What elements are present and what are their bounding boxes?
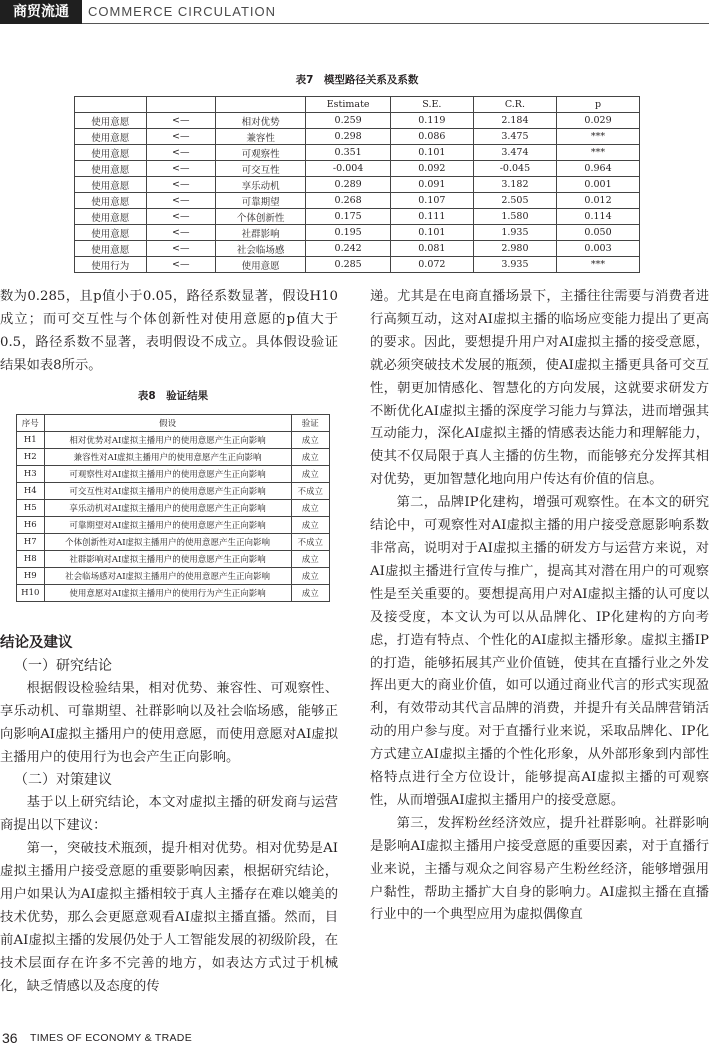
table-cell: 成立 [291,449,329,466]
table-cell: 0.285 [306,257,391,273]
table-cell: 个体创新性对AI虚拟主播用户的使用意愿产生正向影响 [44,534,291,551]
table-row [17,483,330,500]
table-cell: 可交互性 [215,161,305,177]
table-header-cell: 序号 [17,415,45,432]
table-cell: 享乐动机 [215,177,305,193]
table-cell: 0.072 [390,257,473,273]
subsection-heading: （二）对策建议 [14,772,112,789]
table-cell: 使用意愿 [75,193,147,209]
paragraph: 根据假设检验结果，相对优势、兼容性、可观察性、享乐动机、可靠期望、社群影响以及社会临场感，能够正向影响AI虚拟主播用户的使用意愿，而使用意愿对AI虚拟主播用户的使用行为也会产生正向影响。 [0,680,338,765]
table-cell: 成立 [291,568,329,585]
table-row [75,193,640,209]
table-cell: H3 [17,466,45,483]
table8 [16,414,330,602]
table-header-cell: C.R. [473,97,556,113]
table-row [75,257,640,273]
table-cell: <— [146,177,215,193]
paragraph: 第二，品牌IP化建构，增强可观察性。在本文的研究结论中，可观察性对AI虚拟主播的用户接受意愿影响系数非常高，说明对于AI虚拟主播的研发方与运营方来说，对AI虚拟主播进行宣传与推广，提高其对潜在用户的可观察性是至关重要的。要想提高用户对AI虚拟主播的认可度以及接受度，本文认为可以从品牌化、IP化建构的方向考虑，打造有特点、个性化的AI虚拟主播形象。虚拟主播IP的打造，能够拓展其产业价值链，使其在直播行业之外发挥出更大的商业价值，如可以通过商业代言的形式实现盈利，有效带动其代言品牌的消费，并提升有关品牌营销活动的用户参与度。对于直播行业来说，采取品牌化、IP化方式建立AI虚拟主播的个性化形象，从外部形象到内部性格特点进行全方位设计，能够提高AI虚拟主播的可观察性，从而增强AI虚拟主播用户的接受意愿。 [370,495,709,808]
table-row [75,145,640,161]
table-cell: 0.268 [306,193,391,209]
paragraph: 数为0.285，且p值小于0.05，路径系数显著，假设H10成立；而可交互性与个体创新性对使用意愿的p值大于0.5，路径系数不显著，表明假设不成立。具体假设验证结果如表8所示。 [0,289,338,373]
table-cell: <— [146,241,215,257]
table-header-cell [215,97,305,113]
table-cell: 可靠期望对AI虚拟主播用户的使用意愿产生正向影响 [44,517,291,534]
table-header-cell [75,97,147,113]
subsection-heading: （一）研究结论 [14,657,112,674]
table-cell: 0.351 [306,145,391,161]
page-footer [0,1030,709,1048]
table-header-row [17,415,330,432]
table-cell: *** [557,129,640,145]
table-cell: 0.175 [306,209,391,225]
table-cell: 可观察性 [215,145,305,161]
table-header-cell: 验证 [291,415,329,432]
table-cell: 1.935 [473,225,556,241]
table-cell: *** [557,145,640,161]
section-heading: 结论及建议 [0,635,73,651]
table-cell: <— [146,225,215,241]
table-cell: 不成立 [291,483,329,500]
table-cell: 0.298 [306,129,391,145]
table-cell: 兼容性 [215,129,305,145]
table-row [75,177,640,193]
table-cell: 成立 [291,432,329,449]
table-cell: 1.580 [473,209,556,225]
table-cell: 相对优势 [215,113,305,129]
table-cell: H7 [17,534,45,551]
table-cell: 社群影响 [215,225,305,241]
table-cell: 0.119 [390,113,473,129]
table-cell: 使用意愿 [75,225,147,241]
table-cell: 0.101 [390,225,473,241]
table-cell: 3.475 [473,129,556,145]
left-top-text [0,286,338,378]
table-cell: 3.182 [473,177,556,193]
table-cell: <— [146,113,215,129]
table-cell: 0.092 [390,161,473,177]
table-cell: H8 [17,551,45,568]
table-cell: H4 [17,483,45,500]
paragraph: 第三，发挥粉丝经济效应，提升社群影响。社群影响是影响AI虚拟主播用户接受意愿的重要因素，对于直播行业来说，主播与观众之间容易产生粉丝经济，能够增强用户黏性，帮助主播扩大自身的影响力。AI虚拟主播在直播行业中的一个典型应用为虚拟偶像直 [370,815,709,923]
table-cell: 不成立 [291,534,329,551]
table-cell: 使用意愿 [75,161,147,177]
table-cell: 社会临场感 [215,241,305,257]
table-cell: 成立 [291,585,329,602]
table-cell: 相对优势对AI虚拟主播用户的使用意愿产生正向影响 [44,432,291,449]
header-rule [82,23,709,24]
table-row [17,568,330,585]
paragraph: 基于以上研究结论，本文对虚拟主播的研发商与运营商提出以下建议： [0,795,338,834]
table7-caption: 表7 模型路径关系及系数 [295,74,419,86]
table-cell: <— [146,193,215,209]
table-row [17,500,330,517]
table-cell: 社群影响对AI虚拟主播用户的使用意愿产生正向影响 [44,551,291,568]
table-cell: 成立 [291,517,329,534]
table-cell: <— [146,129,215,145]
table-cell: 使用意愿 [75,209,147,225]
table-row [17,534,330,551]
table-cell: H5 [17,500,45,517]
page-header [0,0,709,24]
table-row [17,517,330,534]
table-cell: 0.259 [306,113,391,129]
table-cell: 可交互性对AI虚拟主播用户的使用意愿产生正向影响 [44,483,291,500]
table-cell: 0.091 [390,177,473,193]
table-cell: H6 [17,517,45,534]
table-row [75,161,640,177]
table-cell: 0.081 [390,241,473,257]
table8-caption: 表8 验证结果 [137,390,209,402]
table-cell: 使用意愿对AI虚拟主播用户的使用行为产生正向影响 [44,585,291,602]
table-cell: 2.980 [473,241,556,257]
table-cell: -0.045 [473,161,556,177]
table-row [17,432,330,449]
journal-name: TIMES OF ECONOMY & TRADE [30,1032,192,1044]
table-row [17,585,330,602]
table-cell: <— [146,161,215,177]
table-cell: 享乐动机对AI虚拟主播用户的使用意愿产生正向影响 [44,500,291,517]
page-number: 36 [2,1030,18,1046]
table-row [75,241,640,257]
table-cell: 0.001 [557,177,640,193]
table-cell: 0.195 [306,225,391,241]
table-cell: 0.086 [390,129,473,145]
table-cell: H9 [17,568,45,585]
table-row [75,209,640,225]
table-cell: H1 [17,432,45,449]
table-cell: 个体创新性 [215,209,305,225]
table-cell: 2.184 [473,113,556,129]
table-cell: 可观察性对AI虚拟主播用户的使用意愿产生正向影响 [44,466,291,483]
table-cell: 使用意愿 [75,177,147,193]
table-cell: 0.289 [306,177,391,193]
paragraph: 递。尤其是在电商直播场景下，主播往往需要与消费者进行高频互动，这对AI虚拟主播的临场应变能力提出了更高的要求。因此，要想提升用户对AI虚拟主播的接受意愿，就必须突破技术发展的瓶颈，使AI虚拟主播更具备可交互性，朝更加情感化、智慧化的方向发展，这就要求研发方不断优化AI虚拟主播的深度学习能力与算法，进而增强其互动能力，深化AI虚拟主播的情感表达能力和理解能力，使其不仅局限于真人主播的仿生物，而能够充分发挥其相对优势，更加智慧化地向用户传达有价值的信息。 [370,289,709,488]
table-row [75,129,640,145]
table-cell: 兼容性对AI虚拟主播用户的使用意愿产生正向影响 [44,449,291,466]
table-row [75,113,640,129]
table-cell: 0.114 [557,209,640,225]
table-row [17,551,330,568]
table-cell: 0.101 [390,145,473,161]
table-header-cell: 假设 [44,415,291,432]
table-cell: 使用意愿 [215,257,305,273]
table-cell: 可靠期望 [215,193,305,209]
table-cell: 2.505 [473,193,556,209]
table-header-cell: S.E. [390,97,473,113]
table-header-cell: Estimate [306,97,391,113]
table-cell: <— [146,257,215,273]
table7 [74,96,640,273]
table-cell: 3.474 [473,145,556,161]
header-section-en: COMMERCE CIRCULATION [88,4,277,19]
table-cell: 0.107 [390,193,473,209]
paragraph: 第一，突破技术瓶颈，提升相对优势。相对优势是AI虚拟主播用户接受意愿的重要影响因素，根据研究结论，用户如果认为AI虚拟主播相较于真人主播存在难以媲美的技术优势，那么会更愿意观看AI虚拟主播直播。然而，目前AI虚拟主播的发展仍处于人工智能发展的初级阶段，在技术层面存在许多不完善的地方，如表达方式过于机械化，缺乏情感以及态度的传 [0,841,338,994]
table-cell: 0.242 [306,241,391,257]
table-cell: *** [557,257,640,273]
table-cell: 0.012 [557,193,640,209]
table-cell: <— [146,145,215,161]
table-cell: <— [146,209,215,225]
table-header-row [75,97,640,113]
table-cell: 使用意愿 [75,113,147,129]
table-cell: 0.111 [390,209,473,225]
table-row [75,225,640,241]
table-cell: 0.029 [557,113,640,129]
table-cell: 社会临场感对AI虚拟主播用户的使用意愿产生正向影响 [44,568,291,585]
table-cell: -0.004 [306,161,391,177]
table-cell: 0.964 [557,161,640,177]
table-header-cell: p [557,97,640,113]
right-column [370,286,709,927]
table-cell: 成立 [291,500,329,517]
header-section-cn: 商贸流通 [0,0,82,24]
table-cell: 使用意愿 [75,145,147,161]
table-row [17,466,330,483]
table-row [17,449,330,466]
table-cell: 成立 [291,466,329,483]
table-cell: 使用意愿 [75,129,147,145]
table-cell: H10 [17,585,45,602]
table-cell: 使用意愿 [75,241,147,257]
table-header-cell [146,97,215,113]
table-cell: 使用行为 [75,257,147,273]
table-cell: 0.003 [557,241,640,257]
table-cell: 3.935 [473,257,556,273]
table-cell: H2 [17,449,45,466]
table-cell: 0.050 [557,225,640,241]
left-column [0,632,338,999]
table-cell: 成立 [291,551,329,568]
